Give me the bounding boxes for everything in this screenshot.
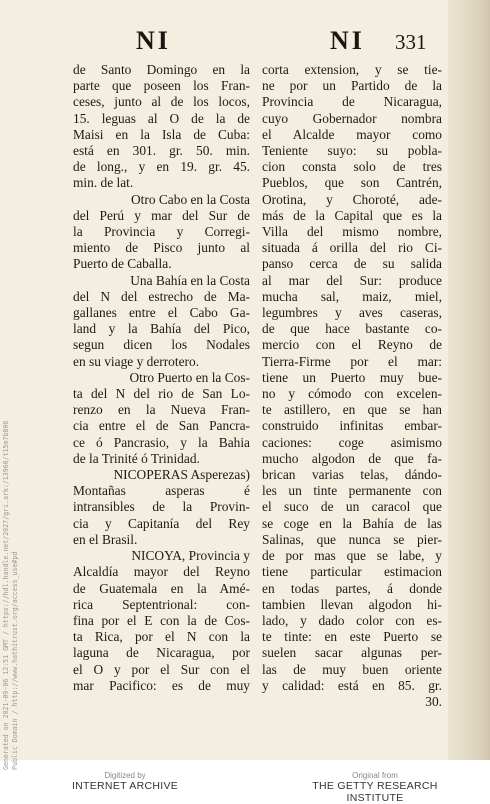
text-line: caciones: coge asimismo xyxy=(262,434,442,450)
text-line: de la Trinité ó Trinidad. xyxy=(73,450,200,466)
text-line: de Santo Domingo en la xyxy=(73,62,250,77)
text-line: Villa del mismo nombre, xyxy=(262,224,442,240)
stamp-line-generated: Generated on 2021-09-06 12:51 GMT / https://hdl.handle.net/2027/gri.ark:/13960/t15m7b806 xyxy=(2,420,10,770)
text-line: Puerto de Caballa. xyxy=(73,256,172,272)
hathitrust-stamp xyxy=(2,421,20,770)
text-line: gallanes entre el Cabo Ga- xyxy=(73,305,250,321)
text-line: te astillero, en que se han xyxy=(262,402,442,418)
text-line: Otro Puerto en la Cos- xyxy=(129,369,250,385)
text-line: 15. leguas al O de la de xyxy=(73,110,250,126)
text-line: de por mas que se labe, y xyxy=(262,548,442,564)
text-line: en el Brasil. xyxy=(73,531,138,547)
text-line: cia entre el de San Pancra- xyxy=(73,418,250,434)
text-line: Alcaldía mayor del Reyno xyxy=(73,564,250,580)
text-line: cion consta solo de tres xyxy=(262,159,442,175)
text-line: suelen sacar algunas per- xyxy=(262,645,442,661)
text-line: en todas partes, á donde xyxy=(262,580,442,596)
text-line: land y la Bahía del Pico, xyxy=(73,321,250,337)
text-line: mucho algodon de que fa- xyxy=(262,450,442,466)
text-line: 30. xyxy=(425,693,442,709)
digitization-footer xyxy=(0,760,490,804)
text-line: ne por un Partido de la xyxy=(262,78,442,94)
original-from-label: Original from xyxy=(352,771,398,780)
text-line: Tierra-Firme por el mar: xyxy=(262,353,442,369)
text-line: legumbres y aves caseras, xyxy=(262,305,442,321)
text-line: Una Bahía en la Costa xyxy=(130,272,250,288)
internet-archive-label: INTERNET ARCHIVE xyxy=(71,780,179,792)
text-line: está en 301. gr. 50. min. xyxy=(73,143,250,159)
right-text-column xyxy=(262,62,442,710)
text-line: Orotina, y Choroté, ade- xyxy=(262,191,442,207)
page-edge xyxy=(448,0,490,760)
text-line: más de la Capital que es la xyxy=(262,207,442,223)
getty-credit[interactable] xyxy=(285,771,465,804)
text-line: renzo en la Nueva Fran- xyxy=(73,402,250,418)
text-line: construido infinitas embar- xyxy=(262,418,442,434)
digitized-by-label: Digitized by xyxy=(104,771,146,780)
text-line: fina por el E con la de Cos- xyxy=(73,612,250,628)
text-line: NICOPERAS Asperezas) xyxy=(113,467,250,483)
text-line: panso cerca de su salida xyxy=(262,256,442,272)
text-line: Teniente suyo: su pobla- xyxy=(262,143,442,159)
text-line: intransibles de la Provin- xyxy=(73,499,250,515)
text-line: el suco de un caracol que xyxy=(262,499,442,515)
text-line: las de muy buen oriente xyxy=(262,661,442,677)
text-line: de long., y en 19. gr. 45. xyxy=(73,159,250,175)
stamp-line-public-domain: Public Domain / http://www.hathitrust.org/access_use#pd xyxy=(11,551,19,770)
text-line: segun dicen los Nodales xyxy=(73,337,250,353)
text-line: del Perú y mar del Sur de xyxy=(73,207,250,223)
text-line: del N del estrecho de Ma- xyxy=(73,288,250,304)
text-line: NICOYA, Provincia y xyxy=(131,548,250,564)
getty-institute-label: THE GETTY RESEARCH INSTITUTE xyxy=(312,780,438,804)
text-line: mucha sal, maiz, miel, xyxy=(262,288,442,304)
text-line: rica Septentrional: con- xyxy=(73,596,250,612)
text-line: Pueblos, que son Cantrén, xyxy=(262,175,442,191)
text-line: parte que poseen los Fran- xyxy=(73,78,250,94)
text-line: mercio con el Reyno de xyxy=(262,337,442,353)
text-line: de que hace bastante co- xyxy=(262,321,442,337)
text-line: tiene un Puerto muy bue- xyxy=(262,369,442,385)
text-line: el Alcalde mayor como xyxy=(262,126,442,142)
text-line: en su viage y derrotero. xyxy=(73,353,200,369)
left-text-column xyxy=(73,62,250,694)
running-head-left: NI xyxy=(136,26,171,55)
text-line: Otro Cabo en la Costa xyxy=(130,191,250,207)
text-line: les un tinte permanente con xyxy=(262,483,442,499)
text-line: mar Pacifico: es de muy xyxy=(73,677,250,693)
text-line: lado, y dado color con es- xyxy=(262,612,442,628)
text-line: te tinte: en este Puerto se xyxy=(262,629,442,645)
text-line: la Provincia y Corregi- xyxy=(73,224,250,240)
text-line: tambien llevan algodon hi- xyxy=(262,596,442,612)
text-line: ceses, junto al de los locos, xyxy=(73,94,250,110)
text-line: ta del N del rio de San Lo- xyxy=(73,386,250,402)
text-line: no y cómodo con excelen- xyxy=(262,386,442,402)
text-line: miento de Pisco junto al xyxy=(73,240,250,256)
running-head-right: NI xyxy=(330,26,365,55)
text-line: Montañas asperas é xyxy=(73,483,250,499)
text-line: situada á orilla del rio Ci- xyxy=(262,240,442,256)
text-line: min. de lat. xyxy=(73,175,134,191)
text-line: cuyo Gobernador nombra xyxy=(262,110,442,126)
text-line: el O y por el Sur con el xyxy=(73,661,250,677)
text-line: corta extension, y se tie- xyxy=(262,62,442,77)
text-line: al mar del Sur: produce xyxy=(262,272,442,288)
internet-archive-credit[interactable] xyxy=(45,771,205,792)
text-line: laguna de Nicaragua, por xyxy=(73,645,250,661)
text-line: y calidad: está en 85. gr. xyxy=(262,677,442,693)
text-line: ta Rica, por el N con la xyxy=(73,629,250,645)
text-line: tiene particular estimacion xyxy=(262,564,442,580)
text-line: Salinas, que nunca se pier- xyxy=(262,531,442,547)
text-line: cia y Capitanía del Rey xyxy=(73,515,250,531)
text-line: Provincia de Nicaragua, xyxy=(262,94,442,110)
text-line: de Guatemala en la Amé- xyxy=(73,580,250,596)
text-line: se coge en la Bahía de las xyxy=(262,515,442,531)
text-line: Maisi en la Isla de Cuba: xyxy=(73,126,250,142)
text-line: brican varias telas, dándo- xyxy=(262,467,442,483)
text-line: ce ó Pancrasio, y la Bahia xyxy=(73,434,250,450)
page-number: 331 xyxy=(395,30,427,54)
